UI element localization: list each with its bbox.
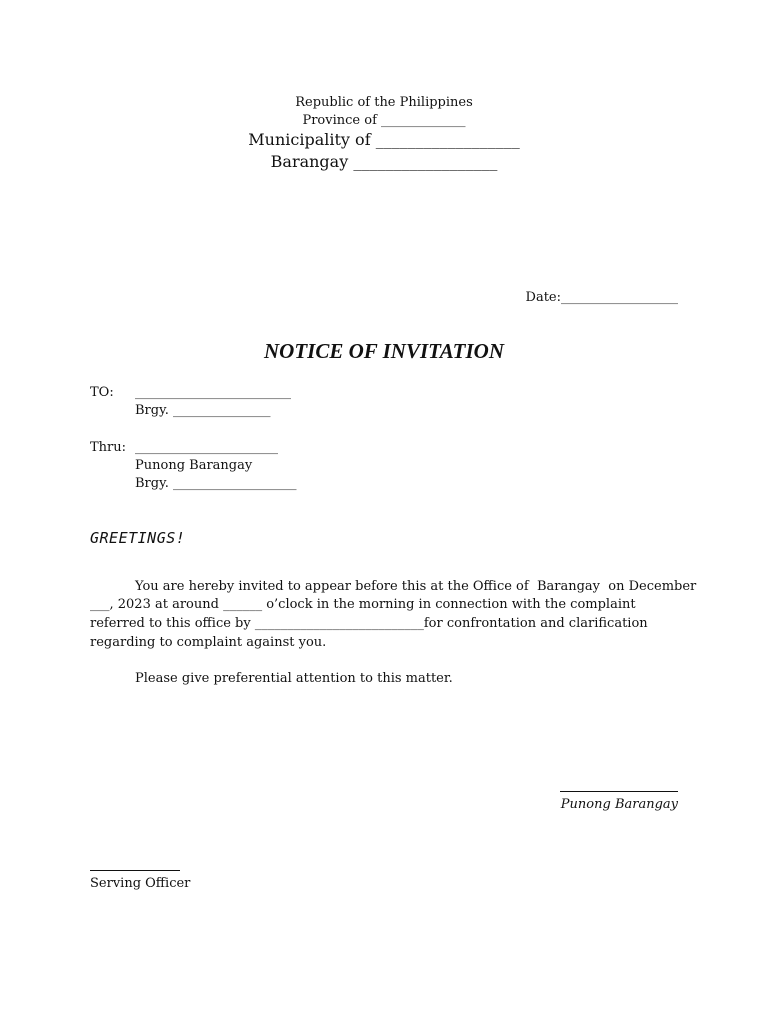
- municipality-heading: Municipality of __________________: [248, 130, 520, 149]
- to-label: TO:: [90, 385, 114, 400]
- attention-line: Please give preferential attention to this matter.: [135, 671, 453, 686]
- document-title: NOTICE OF INVITATION: [263, 339, 504, 363]
- date-line: Date:__________________: [525, 290, 678, 305]
- body-line-4: regarding to complaint against you.: [90, 635, 327, 650]
- province-heading: Province of _____________: [302, 113, 466, 128]
- body-line-2: ___, 2023 at around ______ o’clock in the morning in connection with the complaint: [90, 597, 636, 612]
- thru-position: Punong Barangay: [135, 458, 253, 473]
- to-brgy: Brgy. _______________: [135, 403, 271, 418]
- greeting: GREETINGS!: [90, 529, 186, 547]
- republic-heading: Republic of the Philippines: [295, 95, 473, 110]
- serving-officer-label: Serving Officer: [90, 876, 191, 891]
- thru-label: Thru:: [90, 440, 127, 455]
- thru-brgy: Brgy. ___________________: [135, 476, 297, 491]
- signature-title: Punong Barangay: [560, 797, 678, 812]
- signature-line: [560, 791, 678, 792]
- body-line-1: You are hereby invited to appear before this at the Office of Barangay on December: [135, 579, 697, 594]
- body-line-3: referred to this office by __________________________for confrontation and clarification: [90, 616, 648, 631]
- to-name-blank: ________________________: [135, 385, 291, 400]
- serving-officer-line: [90, 870, 180, 871]
- thru-name-blank: ______________________: [135, 440, 278, 455]
- barangay-heading: Barangay __________________: [270, 152, 498, 171]
